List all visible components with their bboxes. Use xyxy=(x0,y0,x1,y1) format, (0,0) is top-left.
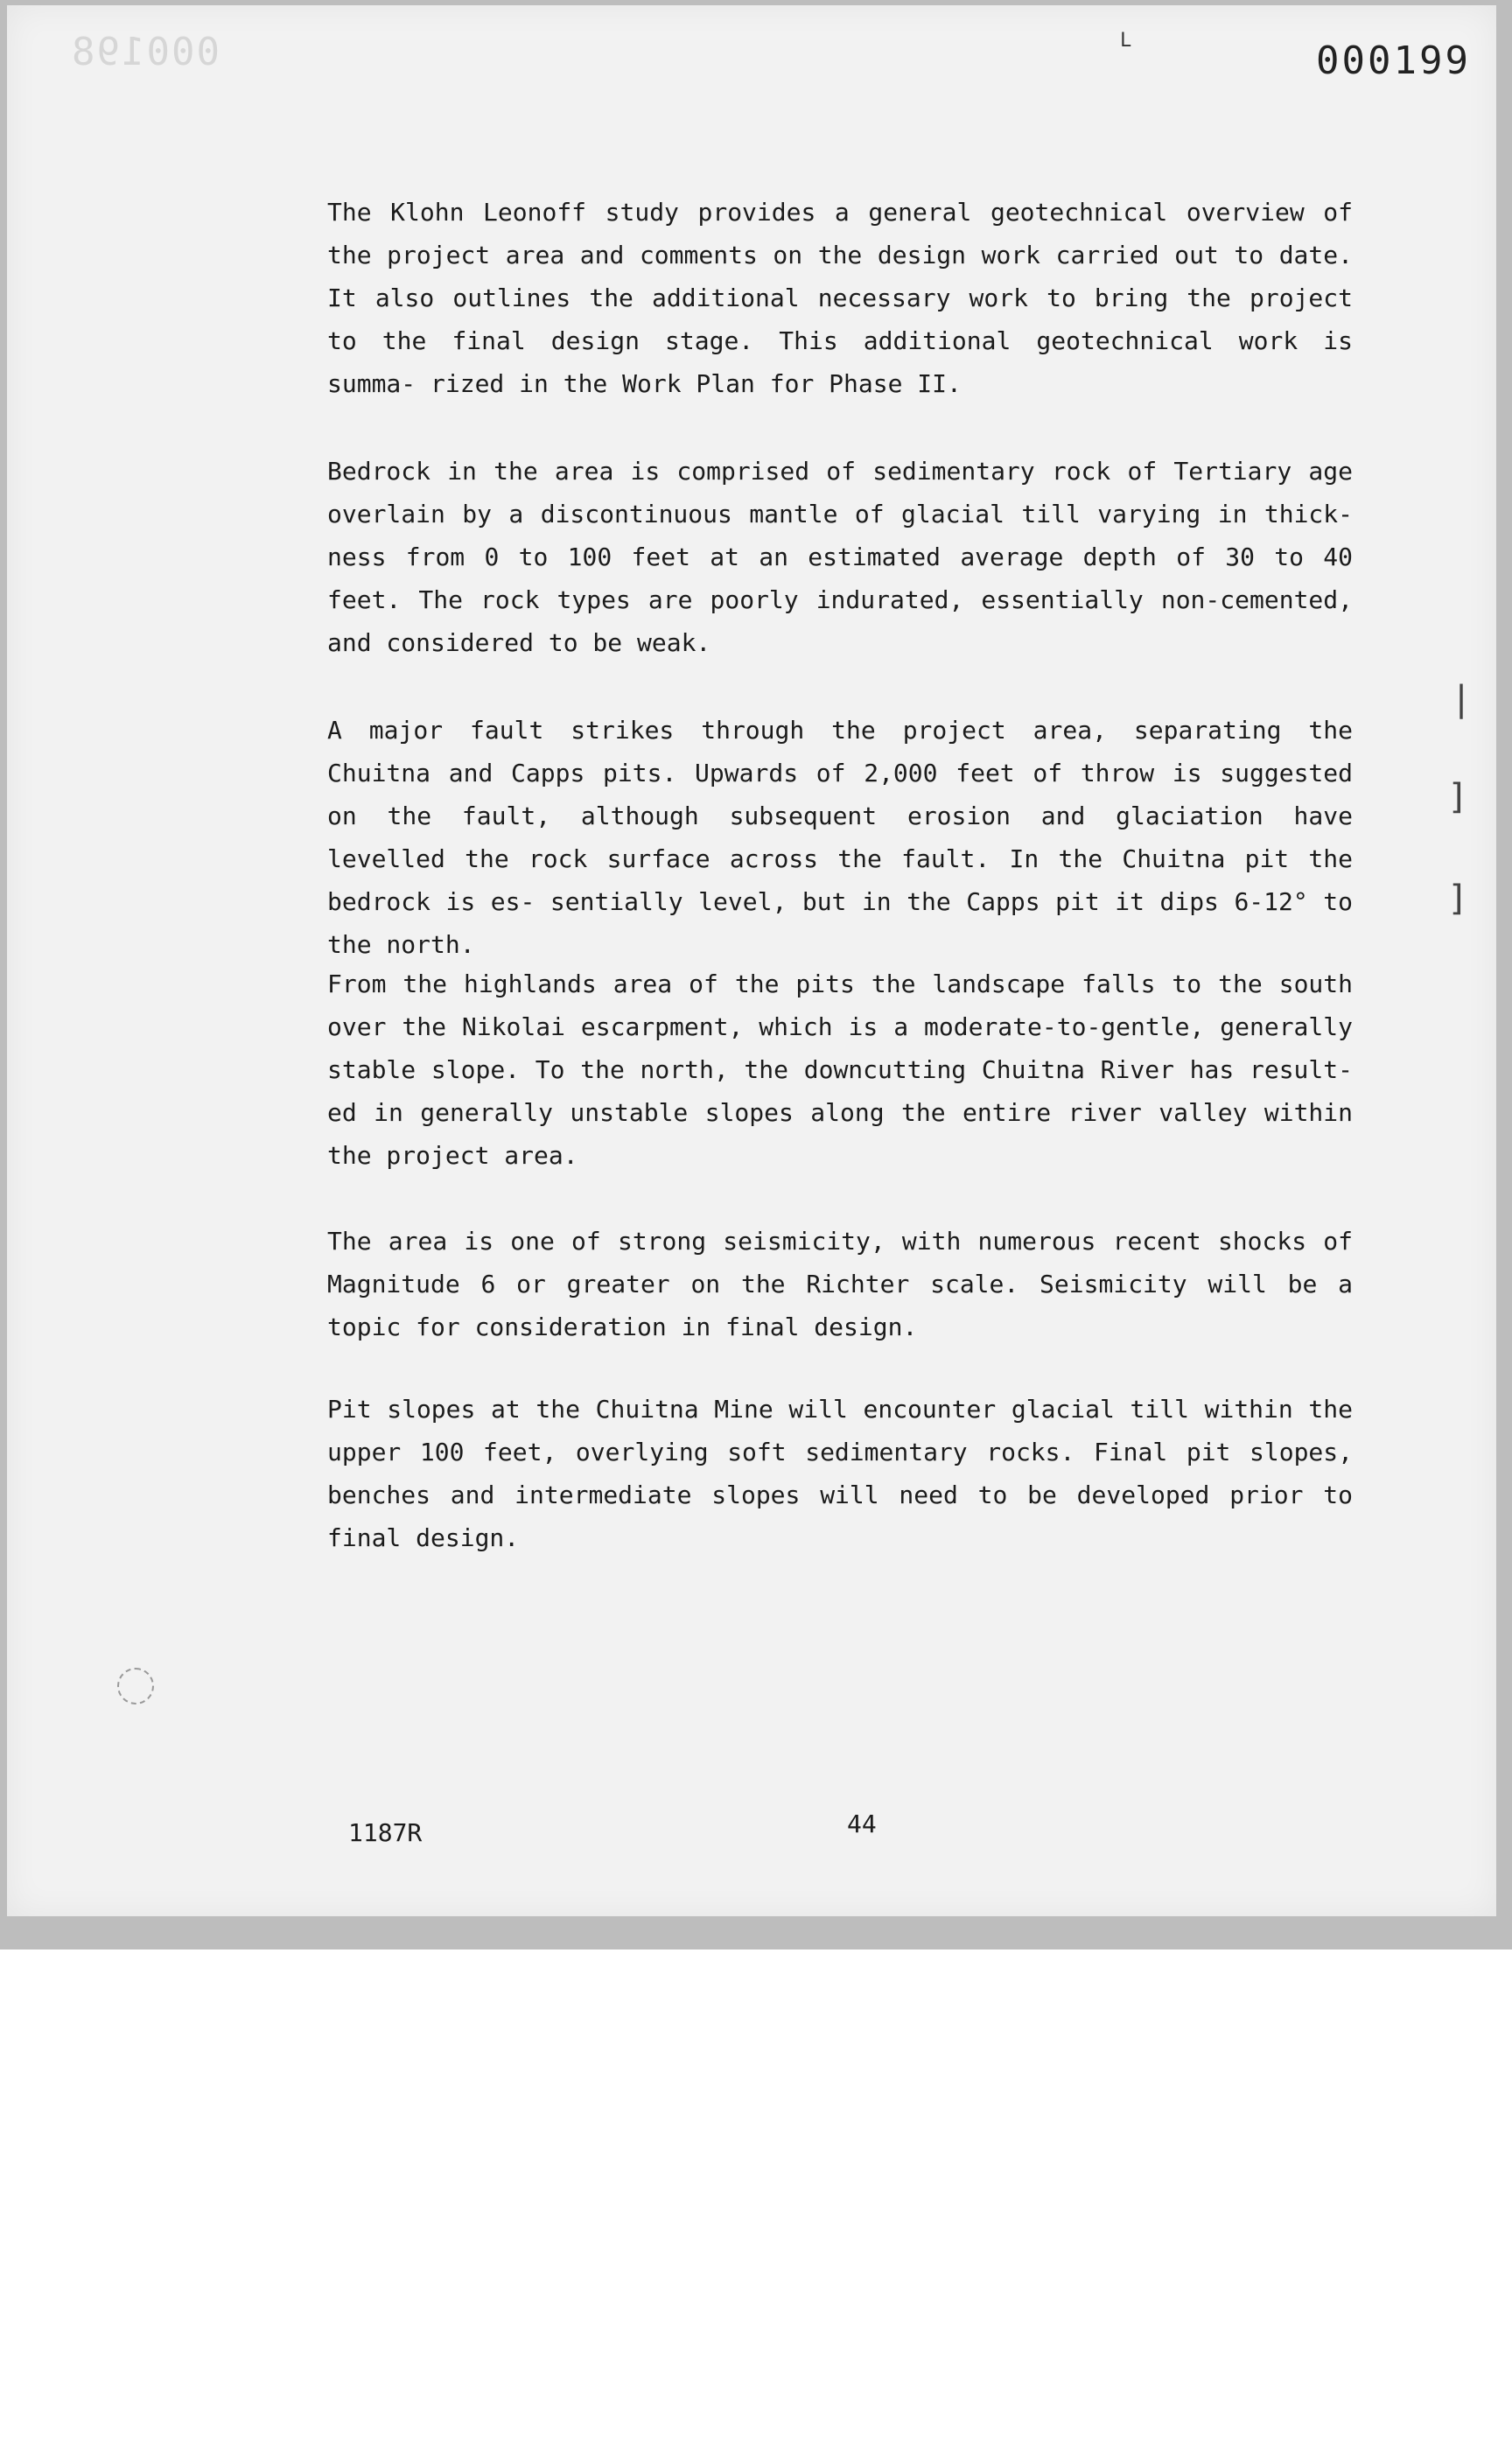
margin-bar-mark: | xyxy=(1451,679,1473,719)
paragraph-seismicity: The area is one of strong seismicity, with numerous recent shocks of Magnitude 6 or greater on the Richter scale. Seismicity will be a topic for consideration in final design. xyxy=(327,1227,1353,1341)
margin-bracket-mark: ] xyxy=(1447,777,1469,817)
paragraph-landscape: From the highlands area of the pits the landscape falls to the south over the Nikolai escarpment, which is a moderate-to-gentle, generally stable slope. To the north, the downcutting Chuitna River has result- ed in generally unstable slopes along the entire river valley within the project area. xyxy=(327,970,1353,1170)
document-code: 1187R xyxy=(348,1818,423,1847)
footer-page-number: 44 xyxy=(847,1810,877,1838)
paragraph-fault: A major fault strikes through the project area, separating the Chuitna and Capps pits. Upwards of 2,000 feet of throw is suggested on the fault, although subsequent erosion and glaciation have levelled the rock surface across the fault. In the Chuitna pit the bedrock is es- sentially level, but in the Capps pit it dips 6-12° to the north. xyxy=(327,716,1353,959)
margin-bracket-mark: ] xyxy=(1447,878,1469,919)
paragraph-bedrock: Bedrock in the area is comprised of sedimentary rock of Tertiary age overlain by a discontinuous mantle of glacial till varying in thick- ness from 0 to 100 feet at an estimated average depth of 30 to 40 feet. The rock types are poorly indurated, essentially non-cemented, and considered to be weak. xyxy=(327,457,1353,657)
punch-hole-mark xyxy=(117,1668,154,1704)
page-number-stamp: 000199 xyxy=(1316,38,1471,83)
paragraph-pit-slopes: Pit slopes at the Chuitna Mine will encounter glacial till within the upper 100 feet, overlying soft sedimentary rocks. Final pit slopes, benches and intermediate slopes will need to be developed prior to final design. xyxy=(327,1395,1353,1552)
document-page xyxy=(7,5,1496,1916)
bleed-through-number: 000198 xyxy=(70,30,220,74)
paragraph-klohn-study: The Klohn Leonoff study provides a general geotechnical overview of the project area and comments on the design work carried out to date. It also outlines the additional necessary work to bring the project to the final design stage. This additional geotechnical work is summa- rized in the Work Plan for Phase II. xyxy=(327,198,1353,398)
corner-tick-mark: L xyxy=(1120,30,1132,52)
